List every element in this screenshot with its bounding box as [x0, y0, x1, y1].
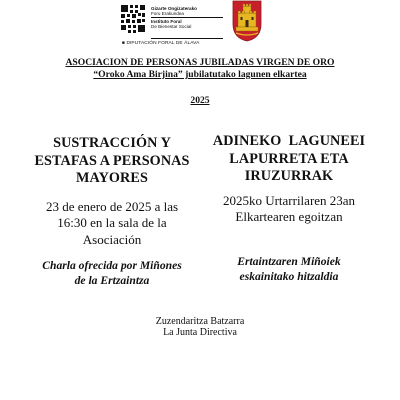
- spanish-title-line: SUSTRACCIÓN Y: [53, 135, 171, 151]
- signature-spanish: La Junta Directiva: [163, 327, 237, 338]
- spanish-body-line: Asociación: [82, 231, 142, 247]
- basque-title-line: LAPURRETA ETA: [229, 150, 349, 167]
- association-name-eus: “Oroko Ama Birjina” jubilatutako lagunen elkartea: [93, 69, 307, 80]
- dfa-footer-text: [122, 41, 199, 46]
- basque-title-line: IRUZURRAK: [244, 168, 334, 184]
- dfa-footer-label: DIPUTACIÓN FORAL DE ÁLAVA: [126, 41, 200, 46]
- spanish-speaker-note: [30, 259, 194, 288]
- dfa-footer-bullet: ■: [122, 41, 127, 46]
- basque-title: [200, 133, 378, 186]
- basque-speaker-note: [200, 255, 378, 284]
- dfa-divider: [151, 17, 223, 18]
- spanish-title: [30, 135, 194, 188]
- signature-basque: Zuzendaritza Batzarra: [155, 316, 245, 327]
- basque-title-line: ADINEKO LAGUNEEI: [212, 133, 366, 149]
- spanish-date-place: [30, 199, 194, 248]
- spanish-title-line: MAYORES: [76, 170, 148, 186]
- year-heading: 2025: [190, 95, 210, 106]
- spanish-title-line: ESTAFAS A PERSONAS: [34, 152, 190, 169]
- dfa-line-2: Foru Erakundea: [151, 11, 184, 17]
- coat-of-arms-crest-icon: [232, 0, 262, 42]
- basque-date-place: [200, 193, 378, 226]
- spanish-body-line: 23 de enero de 2025 a las: [45, 199, 179, 214]
- dfa-line-3: Instituto Foral: [151, 18, 182, 24]
- diputacion-foral-alava-logo-icon: [120, 4, 146, 34]
- basque-note-line: Ertaintzaren Miñoiek: [237, 255, 341, 268]
- spanish-note-line: de la Ertzaintza: [74, 273, 150, 287]
- basque-note-line: eskainitako hitzaldia: [239, 269, 339, 283]
- spanish-body-line: 16:30 en la sala de la: [57, 215, 167, 231]
- diputacion-foral-logo: [120, 2, 224, 50]
- basque-body-line: Elkartearen egoitzan: [235, 209, 343, 225]
- dfa-divider-bottom: [151, 38, 223, 39]
- dfa-line-1: Gizarte Ongizaterako: [151, 6, 197, 11]
- association-name-es: ASOCIACION DE PERSONAS JUBILADAS VIRGEN DE ORO: [65, 57, 335, 68]
- dfa-line-4: De Bienestar Social: [151, 24, 192, 30]
- basque-body-line: 2025ko Urtarrilaren 23an: [222, 193, 356, 208]
- spanish-note-line: Charla ofrecida por Miñones: [42, 259, 182, 272]
